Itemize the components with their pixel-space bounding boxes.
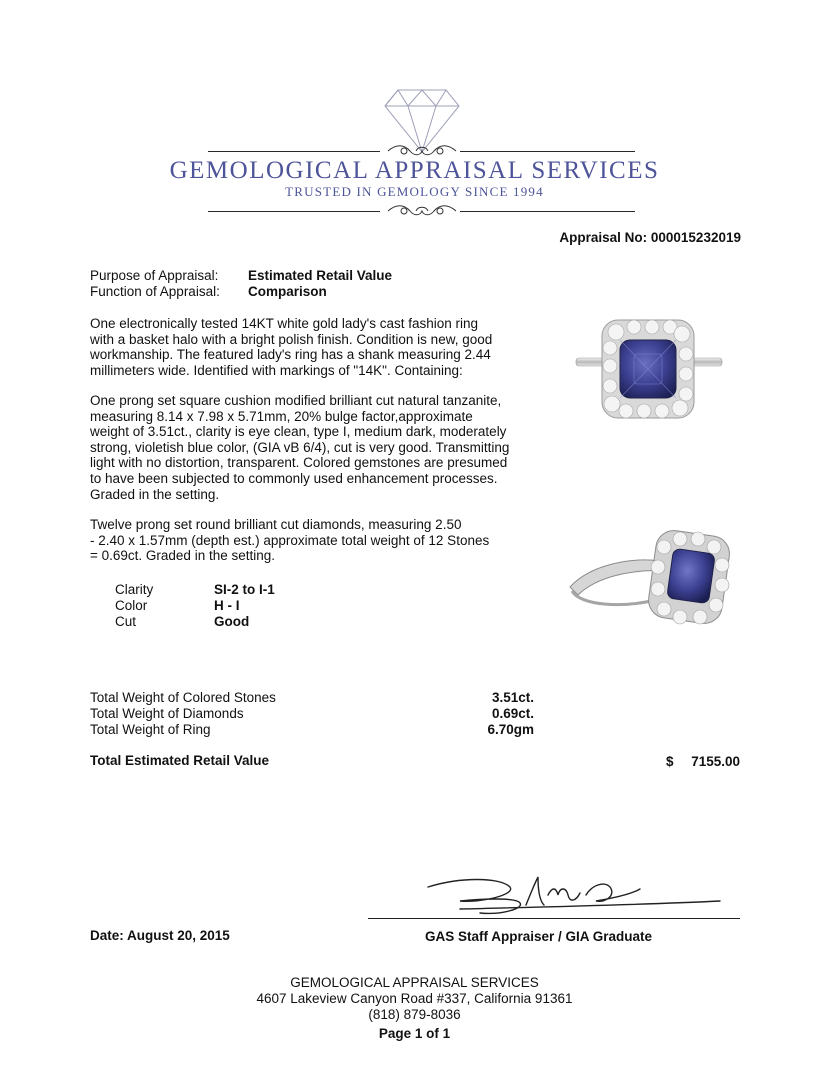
company-title: GEMOLOGICAL APPRAISAL SERVICES bbox=[169, 157, 660, 184]
footer-address: 4607 Lakeview Canyon Road #337, California 91361 bbox=[256, 991, 573, 1006]
cut-value: Good bbox=[214, 614, 250, 629]
bottom-flourish-icon bbox=[386, 202, 458, 220]
description-paragraph-3 bbox=[90, 517, 520, 564]
company-tagline: TRUSTED IN GEMOLOGY SINCE 1994 bbox=[285, 184, 544, 199]
ring-side-view-image bbox=[560, 525, 740, 630]
header-rule-bottom-left bbox=[208, 211, 380, 212]
description-paragraph-1 bbox=[90, 316, 520, 378]
color-value: H - I bbox=[214, 598, 240, 613]
text-line: weight of 3.51ct., clarity is eye clean, type I, medium dark, moderately bbox=[90, 424, 507, 440]
appraisal-date: Date: August 20, 2015 bbox=[90, 928, 230, 943]
retail-value-amount: 7155.00 bbox=[691, 754, 740, 769]
function-value: Comparison bbox=[248, 284, 327, 299]
total-ring-weight-label: Total Weight of Ring bbox=[90, 722, 211, 737]
text-line: millimeters wide. Identified with markings of "14K". Containing: bbox=[90, 362, 463, 378]
total-colored-stones-label: Total Weight of Colored Stones bbox=[90, 690, 276, 705]
currency-symbol: $ bbox=[666, 754, 674, 769]
text-line: = 0.69ct. Graded in the setting. bbox=[90, 548, 275, 564]
color-label: Color bbox=[115, 598, 148, 613]
description-paragraph-2 bbox=[90, 393, 520, 502]
header-rule-top-right bbox=[460, 151, 635, 152]
cut-label: Cut bbox=[115, 614, 137, 629]
clarity-value: SI-2 to I-1 bbox=[214, 582, 275, 597]
signature-line bbox=[368, 918, 740, 919]
appraisal-number: Appraisal No: 000015232019 bbox=[559, 230, 741, 245]
text-line: to have been subjected to commonly used enhancement processes. bbox=[90, 470, 498, 486]
header-rule-top-left bbox=[208, 151, 380, 152]
total-diamonds-value: 0.69ct. bbox=[491, 706, 534, 721]
text-line: One electronically tested 14KT white gold lady's cast fashion ring bbox=[90, 316, 479, 331]
text-line: strong, violetish blue color, (GIA vB 6/4), cut is very good. Transmitting bbox=[90, 439, 510, 455]
text-line: - 2.40 x 1.57mm (depth est.) approximate total weight of 12 Stones bbox=[90, 532, 490, 548]
text-line: Graded in the setting. bbox=[90, 486, 220, 502]
page-number: Page 1 of 1 bbox=[378, 1026, 451, 1041]
text-line: with a basket halo with a bright polish finish. Condition is new, good bbox=[90, 331, 493, 347]
function-label: Function of Appraisal: bbox=[90, 284, 220, 299]
appraiser-title: GAS Staff Appraiser / GIA Graduate bbox=[425, 929, 653, 944]
ring-top-view-image bbox=[574, 314, 724, 424]
clarity-label: Clarity bbox=[115, 582, 154, 597]
text-line: One prong set square cushion modified brilliant cut natural tanzanite, bbox=[90, 393, 502, 408]
retail-value-label: Total Estimated Retail Value bbox=[90, 753, 270, 768]
text-line: workmanship. The featured lady's ring has a shank measuring 2.44 bbox=[90, 347, 491, 363]
footer-phone: (818) 879-8036 bbox=[368, 1007, 461, 1022]
text-line: Twelve prong set round brilliant cut diamonds, measuring 2.50 bbox=[90, 517, 462, 532]
handwritten-signature bbox=[420, 865, 730, 925]
purpose-label: Purpose of Appraisal: bbox=[90, 268, 219, 283]
text-line: measuring 8.14 x 7.98 x 5.71mm, 20% bulge factor,approximate bbox=[90, 408, 473, 424]
purpose-value: Estimated Retail Value bbox=[248, 268, 393, 283]
text-line: light with no distortion, transparent. Colored gemstones are presumed bbox=[90, 455, 508, 471]
total-diamonds-label: Total Weight of Diamonds bbox=[90, 706, 244, 721]
total-ring-weight-value: 6.70gm bbox=[487, 722, 534, 737]
header-rule-bottom-right bbox=[460, 211, 635, 212]
footer-company: GEMOLOGICAL APPRAISAL SERVICES bbox=[290, 975, 539, 990]
total-colored-stones-value: 3.51ct. bbox=[491, 690, 534, 705]
